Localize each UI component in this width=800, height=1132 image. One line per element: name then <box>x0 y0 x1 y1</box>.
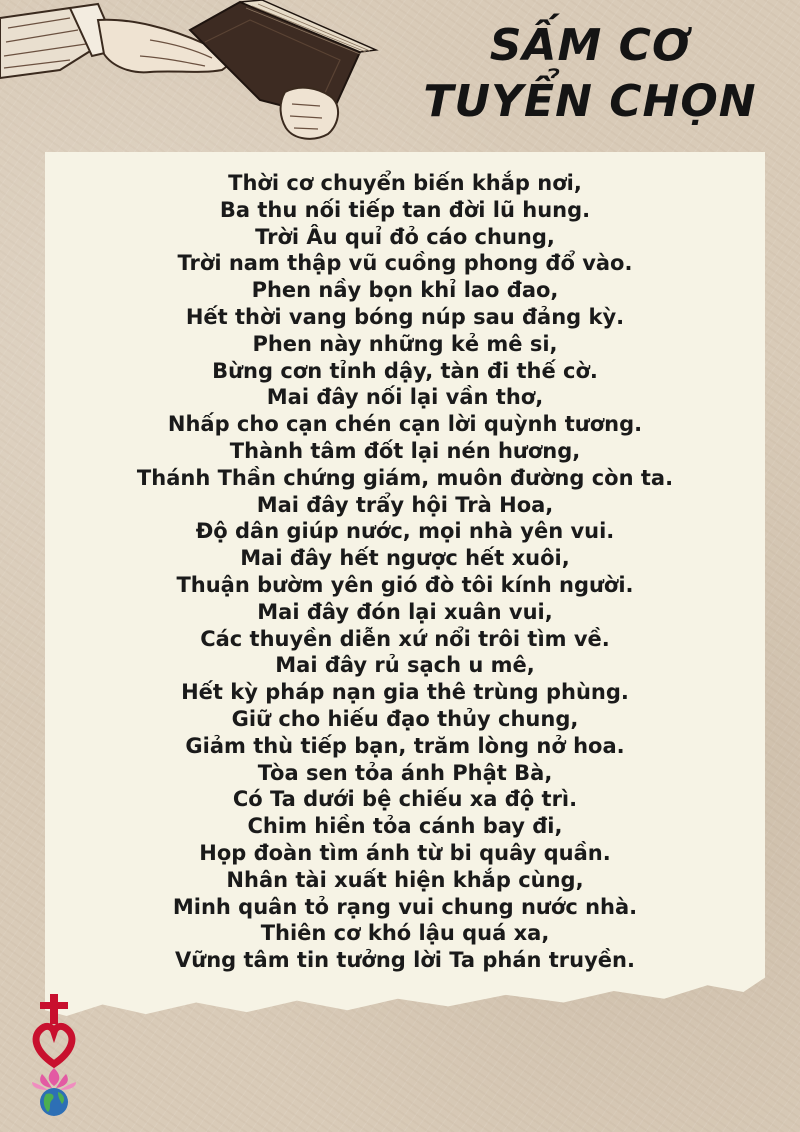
cross-heart-lotus-globe-icon <box>22 990 86 1120</box>
poem-line: Mai đây hết ngược hết xuôi, <box>240 546 570 571</box>
poem-line: Thành tâm đốt lại nén hương, <box>229 438 581 463</box>
poem-line: Độ dân giúp nước, mọi nhà yên vui. <box>195 519 615 544</box>
poem-line: Giữ cho hiếu đạo thủy chung, <box>231 706 579 731</box>
poem-line: Thời cơ chuyển biến khắp nơi, <box>228 171 582 195</box>
poem-line: Ba thu nối tiếp tan đời lũ hung. <box>219 197 591 222</box>
poem-line: Các thuyền diễn xứ nổi trôi tìm về. <box>200 626 610 651</box>
poem-line: Mai đây trẩy hội Trà Hoa, <box>256 492 554 517</box>
poem-line: Phen nầy bọn khỉ lao đao, <box>251 278 559 303</box>
hands-holding-book-icon <box>0 0 400 160</box>
poem-line: Thuận bườm yên gió đò tôi kính người. <box>176 572 634 597</box>
poem-line: Thiên cơ khó lậu quá xa, <box>260 921 550 946</box>
poem-line: Chim hiền tỏa cánh bay đi, <box>247 814 563 839</box>
poem-line: Mai đây nối lại vần thơ, <box>266 385 544 410</box>
poem-line: Họp đoàn tìm ánh từ bi quây quần. <box>199 840 611 865</box>
title-line-2: TUYỂN CHỌN <box>423 76 757 127</box>
poem-line: Có Ta dưới bệ chiếu xa độ trì. <box>232 787 578 812</box>
poem-line: Trời nam thập vũ cuồng phong đổ vào. <box>177 251 633 276</box>
poem-line: Bừng cơn tỉnh dậy, tàn đi thế cờ. <box>212 358 598 383</box>
poem-line: Minh quân tỏ rạng vui chung nước nhà. <box>172 894 638 919</box>
poem-line: Mai đây đón lại xuân vui, <box>257 599 553 624</box>
poem-line: Mai đây rủ sạch u mê, <box>275 653 535 678</box>
poem-line: Nhân tài xuất hiện khắp cùng, <box>226 867 584 892</box>
poem-line: Nhấp cho cạn chén cạn lời quỳnh tương. <box>167 412 643 437</box>
title-line-1: SẤM CƠ <box>489 20 691 71</box>
poem <box>45 170 765 974</box>
poem-line: Trời Âu quỉ đỏ cáo chung, <box>255 224 555 249</box>
page-title <box>420 18 760 130</box>
poem-line: Vững tâm tin tưởng lời Ta phán truyền. <box>175 948 635 973</box>
poem-line: Thánh Thần chứng giám, muôn đường còn ta. <box>136 465 674 490</box>
poem-line: Giảm thù tiếp bạn, trăm lòng nở hoa. <box>185 733 625 758</box>
poem-line: Hết thời vang bóng núp sau đảng kỳ. <box>185 304 625 329</box>
poem-line: Hết kỳ pháp nạn gia thê trùng phùng. <box>181 680 629 705</box>
poem-line: Phen này những kẻ mê si, <box>252 331 558 356</box>
poem-line: Tòa sen tỏa ánh Phật Bà, <box>257 760 553 785</box>
